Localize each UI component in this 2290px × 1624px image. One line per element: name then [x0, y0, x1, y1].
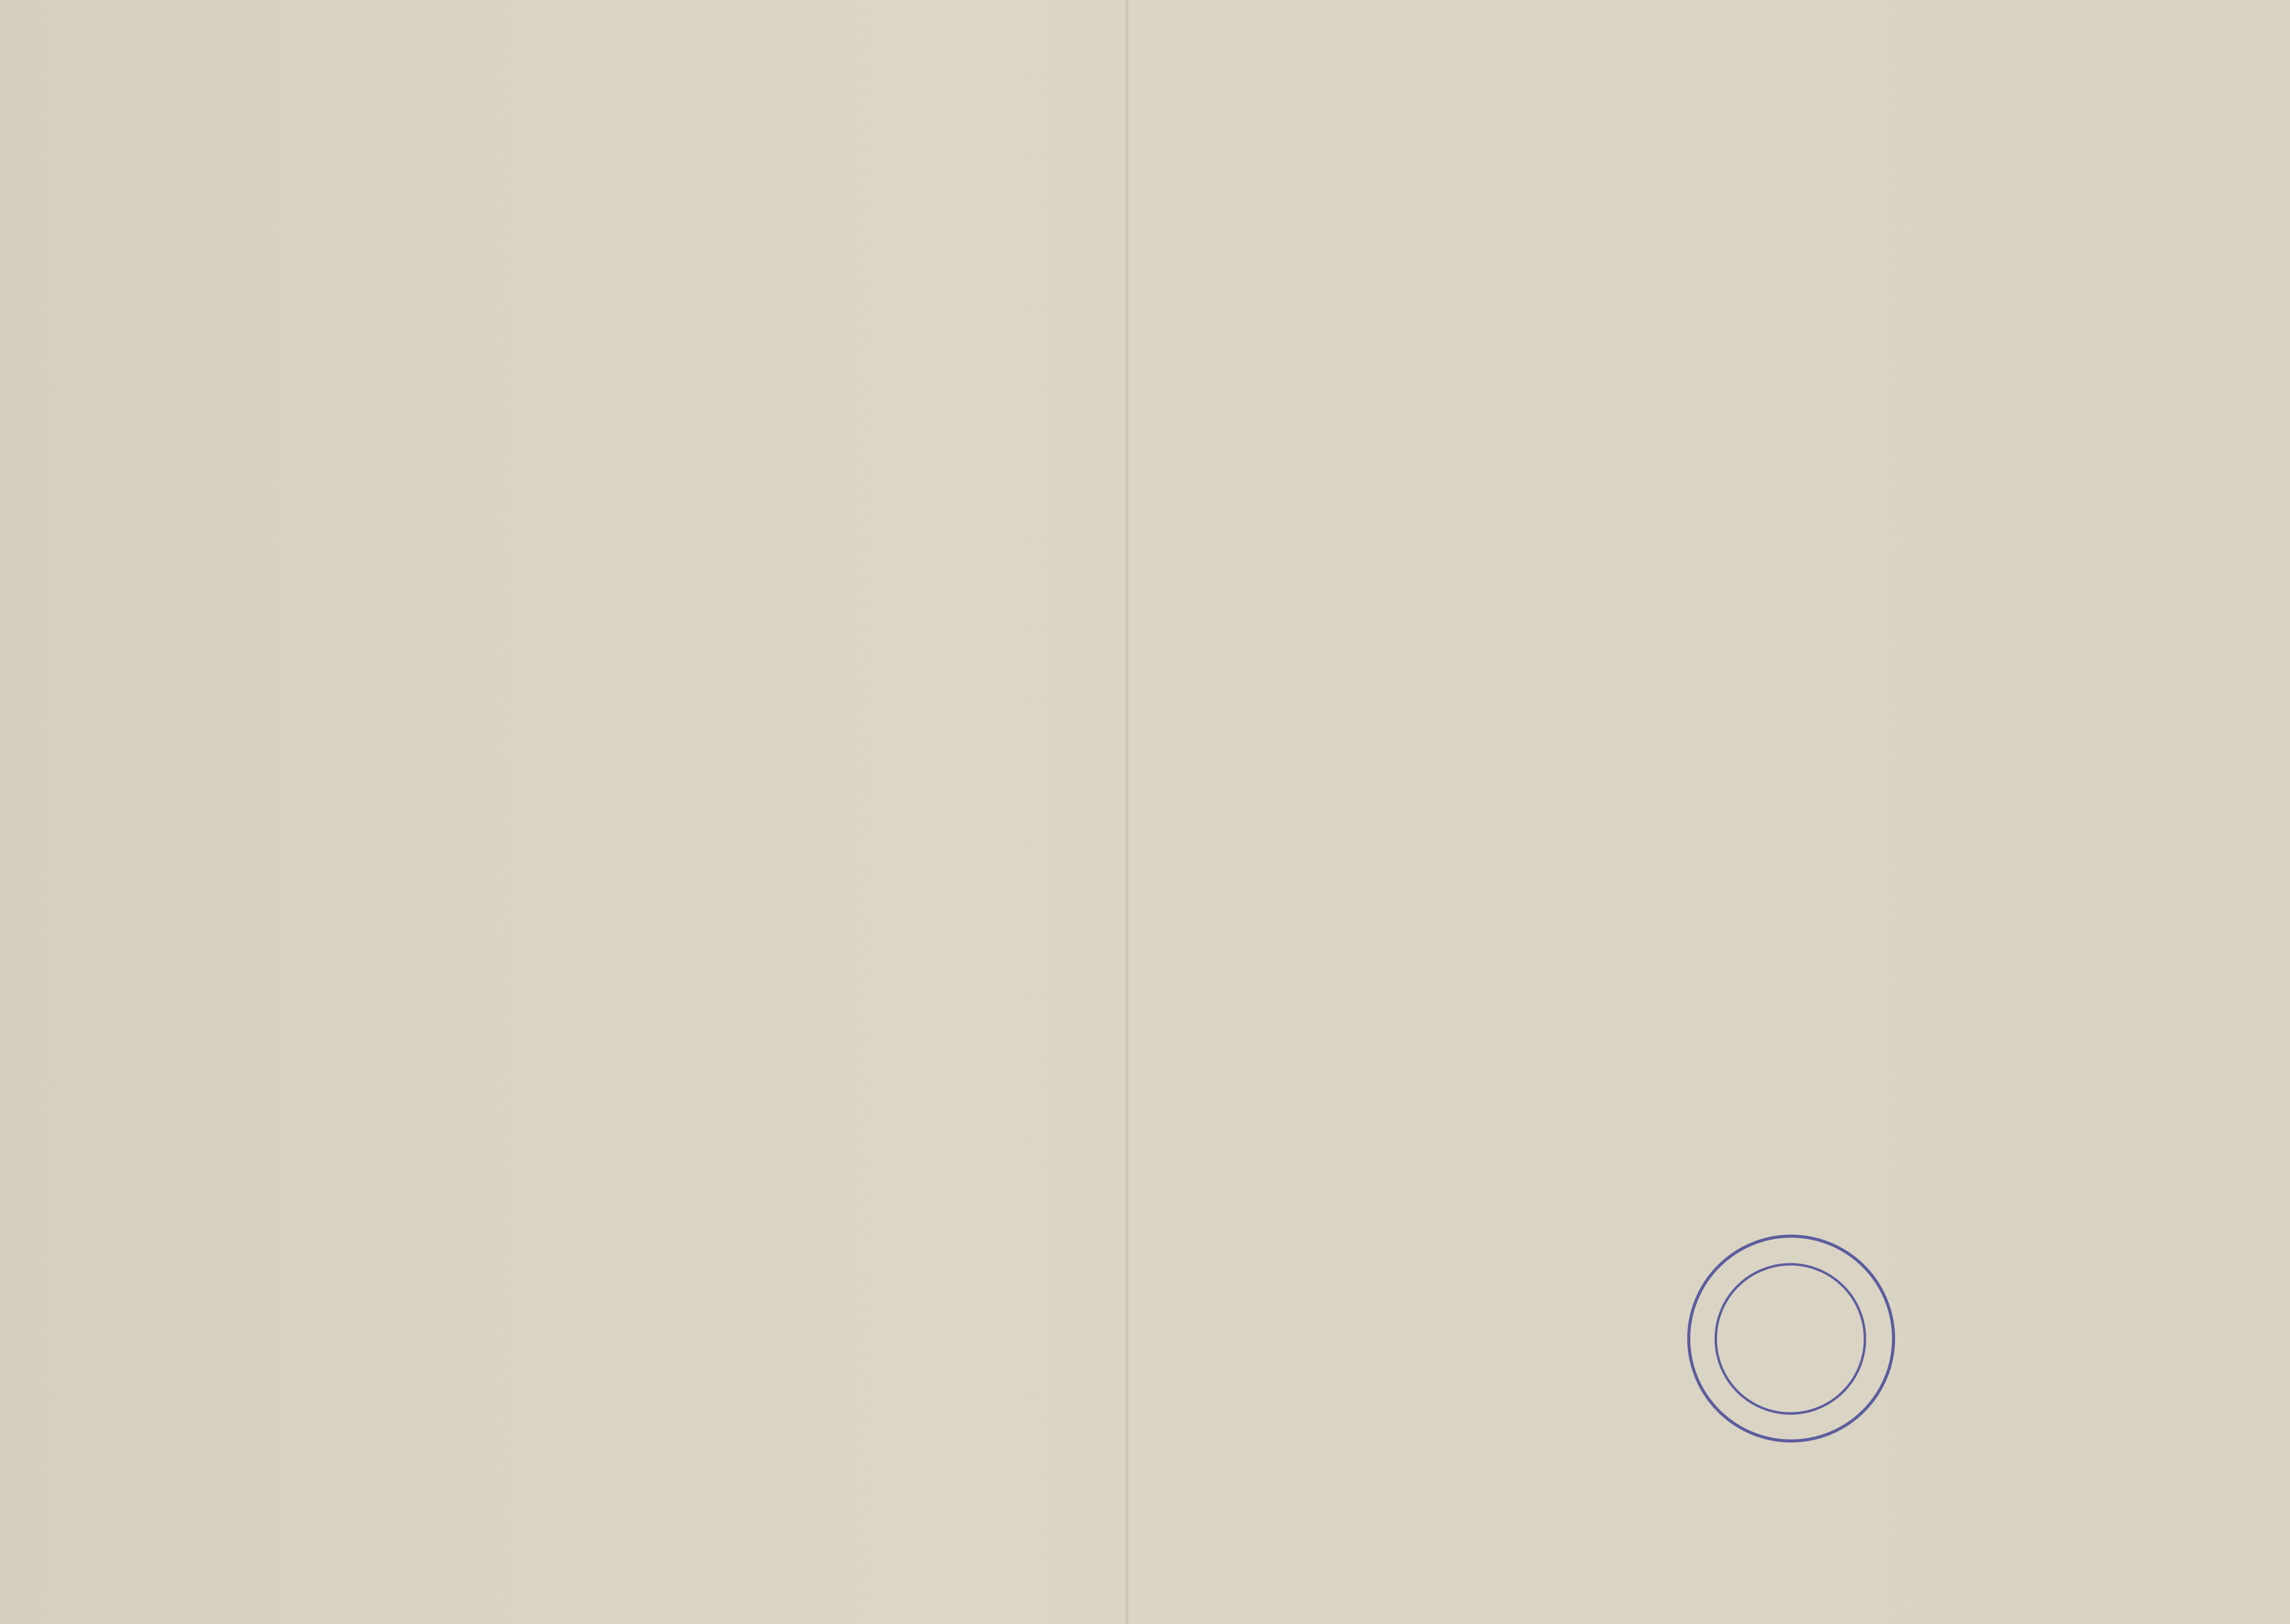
- paper-fold: [1125, 0, 1128, 1624]
- official-stamp: [1656, 1203, 1927, 1474]
